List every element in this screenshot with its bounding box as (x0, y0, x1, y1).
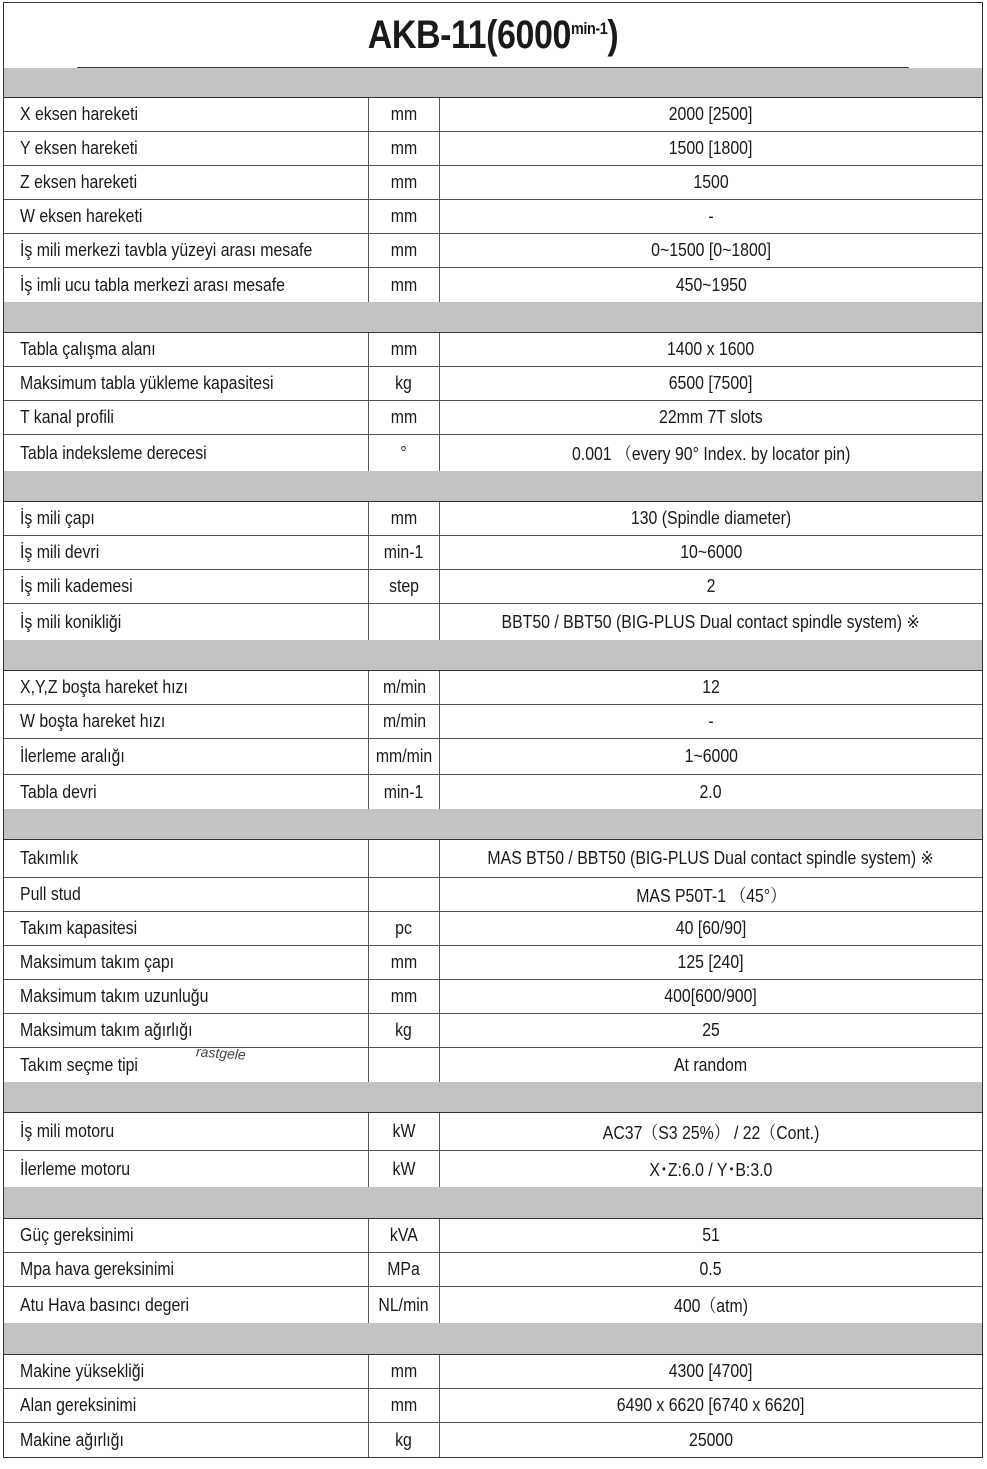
cell-label (4, 1355, 369, 1388)
cell-value (440, 739, 982, 774)
value-text: 6500 [7500] (669, 373, 753, 393)
label-text: İş mili konikliği (20, 611, 122, 632)
unit-text: mm (390, 172, 418, 192)
label-text: Tabla çalışma alanı (20, 339, 156, 359)
cell-value (440, 570, 982, 603)
label-text: İlerleme aralığı (20, 746, 125, 766)
unit-text: mm (390, 407, 418, 427)
table-row (4, 435, 982, 471)
cell-value (440, 1355, 982, 1388)
value-text: 2 (706, 576, 716, 596)
cell-unit (369, 234, 440, 267)
cell-value (440, 1253, 982, 1286)
cell-label (4, 775, 369, 809)
table-row (4, 1389, 982, 1423)
table-row (4, 234, 982, 268)
cell-unit (369, 268, 440, 302)
cell-label (4, 946, 369, 979)
cell-label (4, 1287, 369, 1323)
cell-unit (369, 200, 440, 233)
section-rows (4, 502, 982, 640)
cell-value (440, 840, 982, 877)
spec-sheet (3, 2, 983, 1458)
label-text: Maksimum tabla yükleme kapasitesi (20, 373, 274, 393)
unit-text: kg (395, 1429, 413, 1450)
table-row (4, 1287, 982, 1323)
cell-unit (369, 775, 440, 809)
label-text: T kanal profili (20, 407, 114, 427)
table-row (4, 604, 982, 640)
section-separator (4, 302, 982, 333)
label-text: Maksimum takım uzunluğu (20, 986, 209, 1006)
cell-label (4, 536, 369, 569)
cell-label (4, 132, 369, 165)
unit-text: kg (395, 1020, 413, 1040)
cell-label (4, 1389, 369, 1422)
table-row (4, 671, 982, 705)
section-rows (4, 1113, 982, 1187)
cell-value (440, 1389, 982, 1422)
value-text: 2.0 (699, 781, 723, 802)
label-text: Atu Hava basıncı degeri (20, 1294, 190, 1315)
cell-value (440, 1423, 982, 1457)
section-separator (4, 809, 982, 840)
value-text: MAS BT50 / BBT50 (BIG-PLUS Dual contact spindle system) ※ (487, 848, 935, 868)
cell-unit (369, 1151, 440, 1187)
cell-value (440, 878, 982, 911)
cell-unit (369, 1113, 440, 1150)
unit-text: mm (390, 240, 418, 260)
table-row (4, 946, 982, 980)
value-text: At random (674, 1054, 748, 1075)
cell-label (4, 671, 369, 704)
table-row (4, 268, 982, 302)
unit-text: NL/min (378, 1294, 430, 1315)
section-separator (4, 471, 982, 502)
label-text: Makine yüksekliği (20, 1361, 145, 1381)
unit-text: kVA (390, 1225, 418, 1245)
cell-value (440, 912, 982, 945)
cell-value (440, 401, 982, 434)
cell-value (440, 1048, 982, 1082)
cell-unit (369, 739, 440, 774)
cell-label (4, 739, 369, 774)
cell-value (440, 1014, 982, 1047)
cell-value (440, 435, 982, 471)
cell-label (4, 1014, 369, 1047)
section-separator (4, 1187, 982, 1219)
table-row (4, 367, 982, 401)
label-text: İş mili kademesi (20, 576, 133, 596)
unit-text: mm (390, 138, 418, 158)
label-text: X eksen hareketi (20, 104, 138, 124)
value-text: - (708, 711, 714, 731)
value-text: 125 [240] (677, 952, 745, 972)
cell-label (4, 1113, 369, 1150)
unit-text: step (389, 576, 419, 596)
value-text: 1~6000 (684, 746, 738, 766)
value-text: 1500 [1800] (669, 138, 753, 158)
table-row (4, 1014, 982, 1048)
cell-label (4, 435, 369, 471)
section-rows (4, 333, 982, 471)
table-row (4, 1219, 982, 1253)
label-text: İş imli ucu tabla merkezi arası mesafe (20, 274, 285, 295)
title-main: AKB-11(6000 (367, 12, 571, 57)
table-row (4, 1355, 982, 1389)
value-text: 2000 [2500] (669, 104, 753, 124)
label-text: Makine ağırlığı (20, 1429, 124, 1450)
handwritten-note: rastgele (195, 1043, 247, 1063)
unit-text: mm (390, 206, 418, 226)
cell-label (4, 570, 369, 603)
cell-unit (369, 1014, 440, 1047)
value-text: 51 (702, 1225, 720, 1245)
table-row (4, 98, 982, 132)
cell-label (4, 705, 369, 738)
cell-value (440, 132, 982, 165)
cell-label (4, 1253, 369, 1286)
cell-unit (369, 502, 440, 535)
cell-label (4, 1423, 369, 1457)
value-text: 0.001 （every 90° Index. by locator pin) (571, 444, 851, 464)
label-text: W boşta hareket hızı (20, 711, 166, 731)
cell-unit (369, 604, 440, 640)
section-separator (4, 640, 982, 671)
value-text: 6490 x 6620 [6740 x 6620] (617, 1395, 805, 1415)
label-text: Tabla indeksleme derecesi (20, 442, 207, 463)
cell-value (440, 775, 982, 809)
cell-value (440, 200, 982, 233)
section-rows (4, 1355, 982, 1457)
cell-unit (369, 1253, 440, 1286)
label-text: Pull stud (20, 884, 81, 904)
unit-text: mm/min (375, 746, 433, 766)
cell-unit (369, 912, 440, 945)
cell-value (440, 1113, 982, 1150)
label-text: X,Y,Z boşta hareket hızı (20, 677, 188, 697)
table-row (4, 739, 982, 775)
unit-text: mm (390, 952, 418, 972)
value-text: 0.5 (699, 1259, 723, 1279)
cell-unit (369, 98, 440, 131)
value-text: 25 (702, 1020, 720, 1040)
unit-text: kW (392, 1121, 416, 1141)
label-text: Z eksen hareketi (20, 172, 138, 192)
label-text: Takım seçme tipi (20, 1054, 138, 1075)
cell-unit (369, 980, 440, 1013)
value-text: - (708, 206, 714, 226)
label-text: İş mili motoru (20, 1121, 115, 1141)
cell-unit (369, 536, 440, 569)
label-text: Takımlık (20, 848, 79, 868)
value-text: 4300 [4700] (669, 1361, 753, 1381)
table-row (4, 1048, 982, 1082)
value-text: BBT50 / BBT50 (BIG-PLUS Dual contact spindle system) ※ (501, 611, 921, 632)
label-text: Maksimum takım ağırlığı (20, 1020, 193, 1040)
value-text: 0~1500 [0~1800] (651, 240, 771, 260)
unit-text: mm (390, 1361, 418, 1381)
cell-unit (369, 1389, 440, 1422)
value-text: X･Z:6.0 / Y･B:3.0 (649, 1160, 773, 1180)
cell-value (440, 1287, 982, 1323)
cell-value (440, 1219, 982, 1252)
cell-unit (369, 1423, 440, 1457)
section-separator (4, 68, 982, 98)
cell-label (4, 1219, 369, 1252)
cell-value (440, 234, 982, 267)
section-rows (4, 840, 982, 1082)
value-text: AC37（S3 25%） / 22（Cont.) (602, 1122, 820, 1143)
cell-label (4, 234, 369, 267)
table-row (4, 840, 982, 878)
cell-unit (369, 367, 440, 400)
cell-label (4, 268, 369, 302)
cell-label (4, 912, 369, 945)
value-text: 12 (702, 677, 720, 697)
unit-text: pc (395, 918, 413, 938)
table-row (4, 705, 982, 739)
label-text: Y eksen hareketi (20, 138, 138, 158)
unit-text: m/min (382, 711, 426, 731)
table-row (4, 1423, 982, 1457)
label-text: Alan gereksinimi (20, 1395, 137, 1415)
cell-label (4, 502, 369, 535)
unit-text: ° (400, 442, 408, 463)
table-row (4, 536, 982, 570)
table-row (4, 570, 982, 604)
table-row (4, 502, 982, 536)
unit-text: mm (390, 339, 418, 359)
cell-unit (369, 1219, 440, 1252)
table-row (4, 775, 982, 809)
label-text: Tabla devri (20, 781, 97, 802)
cell-label (4, 367, 369, 400)
value-text: 25000 (688, 1429, 734, 1450)
cell-label (4, 1151, 369, 1187)
cell-unit (369, 840, 440, 877)
label-text: İlerleme motoru (20, 1158, 131, 1179)
unit-text: kW (392, 1158, 416, 1179)
cell-unit (369, 878, 440, 911)
cell-unit (369, 1287, 440, 1323)
cell-label (4, 333, 369, 366)
cell-unit (369, 946, 440, 979)
cell-label (4, 1048, 369, 1082)
cell-value (440, 166, 982, 199)
section-rows (4, 671, 982, 809)
title-close: ) (607, 12, 619, 57)
cell-unit (369, 570, 440, 603)
cell-value (440, 946, 982, 979)
value-text: 400[600/900] (664, 986, 758, 1006)
label-text: Maksimum takım çapı (20, 952, 175, 972)
cell-label (4, 401, 369, 434)
value-text: 1400 x 1600 (667, 339, 755, 359)
spec-table (4, 68, 982, 1457)
unit-text: mm (390, 508, 418, 528)
cell-value (440, 604, 982, 640)
label-text: Mpa hava gereksinimi (20, 1259, 175, 1279)
cell-label (4, 166, 369, 199)
cell-label (4, 840, 369, 877)
cell-label (4, 98, 369, 131)
page-title (77, 3, 908, 68)
cell-unit (369, 401, 440, 434)
cell-unit (369, 1048, 440, 1082)
unit-text: mm (390, 986, 418, 1006)
unit-text: m/min (382, 677, 426, 697)
cell-unit (369, 705, 440, 738)
cell-value (440, 333, 982, 366)
section-rows (4, 98, 982, 302)
section-separator (4, 1082, 982, 1113)
table-row (4, 401, 982, 435)
unit-text: mm (390, 104, 418, 124)
label-text: İş mili merkezi tavbla yüzeyi arası mesafe (20, 240, 313, 260)
cell-label (4, 200, 369, 233)
unit-text: mm (390, 1395, 418, 1415)
value-text: 40 [60/90] (675, 918, 747, 938)
label-text: Takım kapasitesi (20, 918, 138, 938)
value-text: 130 (Spindle diameter) (630, 508, 792, 528)
value-text: MAS P50T-1 （45°） (636, 885, 786, 906)
cell-value (440, 268, 982, 302)
cell-value (440, 367, 982, 400)
cell-label (4, 604, 369, 640)
unit-text: min-1 (384, 542, 424, 562)
label-text: İş mili çapı (20, 508, 95, 528)
cell-label (4, 878, 369, 911)
section-rows (4, 1219, 982, 1323)
label-text: W eksen hareketi (20, 206, 143, 226)
title-superscript: min-1 (570, 19, 608, 38)
cell-unit (369, 671, 440, 704)
value-text: 22mm 7T slots (659, 407, 763, 427)
table-row (4, 1151, 982, 1187)
value-text: 450~1950 (675, 274, 747, 295)
cell-value (440, 980, 982, 1013)
cell-value (440, 98, 982, 131)
section-separator (4, 1323, 982, 1355)
cell-value (440, 1151, 982, 1187)
cell-label (4, 980, 369, 1013)
value-text: 1500 (693, 172, 729, 192)
table-row (4, 200, 982, 234)
table-row (4, 333, 982, 367)
table-row (4, 878, 982, 912)
unit-text: MPa (387, 1259, 421, 1279)
cell-unit (369, 166, 440, 199)
value-text: 10~6000 (679, 542, 743, 562)
cell-unit (369, 1355, 440, 1388)
label-text: Güç gereksinimi (20, 1225, 134, 1245)
unit-text: kg (395, 373, 413, 393)
table-row (4, 1253, 982, 1287)
cell-unit (369, 435, 440, 471)
cell-value (440, 705, 982, 738)
label-text: İş mili devri (20, 542, 100, 562)
cell-unit (369, 132, 440, 165)
table-row (4, 1113, 982, 1151)
value-text: 400（atm) (674, 1296, 748, 1316)
table-row (4, 912, 982, 946)
table-row (4, 166, 982, 200)
table-row (4, 132, 982, 166)
cell-unit (369, 333, 440, 366)
cell-value (440, 671, 982, 704)
unit-text: mm (390, 274, 418, 295)
cell-value (440, 502, 982, 535)
cell-value (440, 536, 982, 569)
unit-text: min-1 (384, 781, 424, 802)
table-row (4, 980, 982, 1014)
